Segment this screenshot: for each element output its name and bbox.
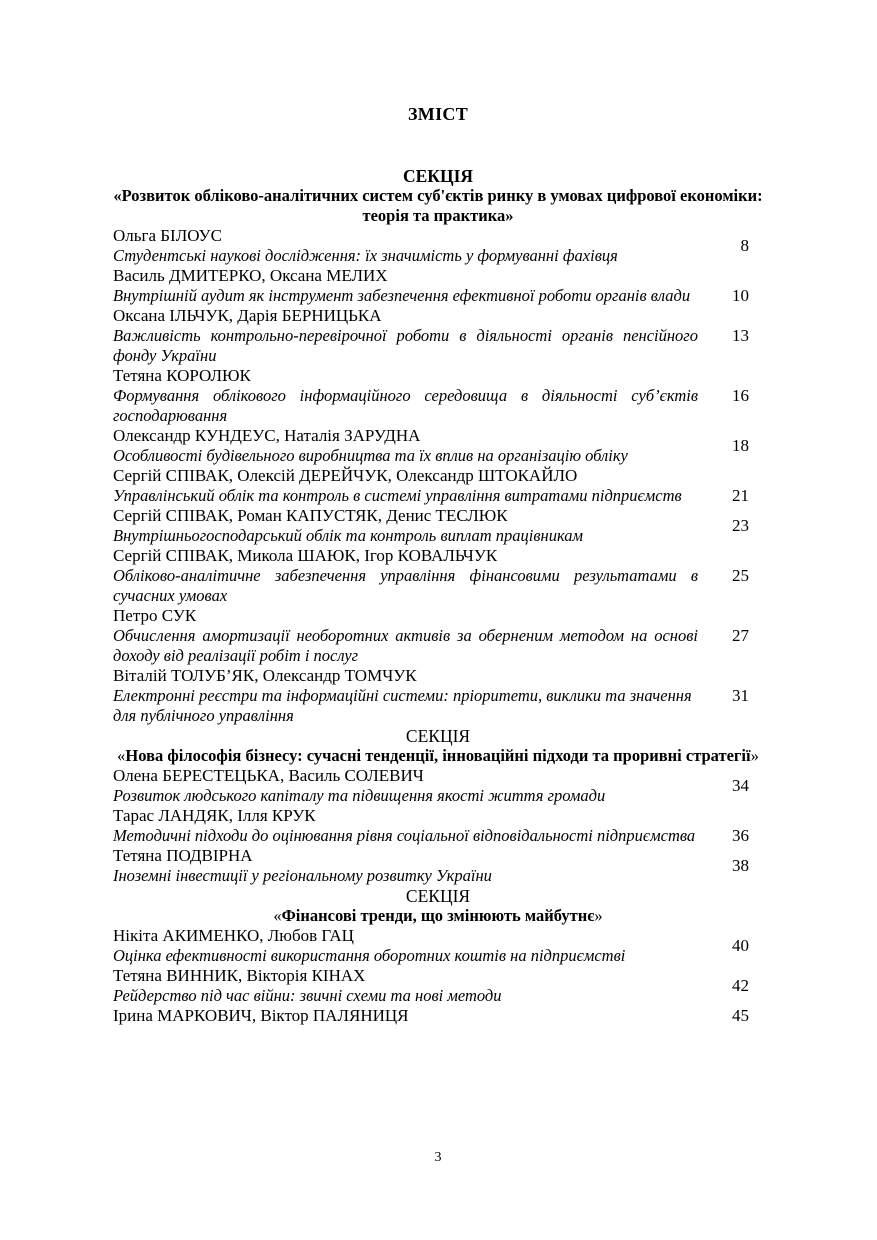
page-number: 3 [434,1150,442,1165]
entry-page: 45 [732,1006,749,1025]
entry-title: Внутрішній аудит як інструмент забезпечення ефективної роботи органів влади [113,286,691,305]
toc-entry[interactable] [113,806,763,846]
section-header [113,726,763,766]
section-label: СЕКЦІЯ [402,166,474,186]
section-name-text: Нова філософія бізнесу: сучасні тенденції, інноваційні підходи та проривні стратегії [125,746,751,765]
entry-title: Іноземні інвестиції у регіональному розвитку України [113,866,492,885]
entry-authors: Оксана ІЛЬЧУК, Дарія БЕРНИЦЬКА [113,306,382,325]
entry-page: 38 [732,856,749,875]
entry-authors: Василь ДМИТЕРКО, Оксана МЕЛИХ [113,266,388,285]
entry-title: Рейдерство під час війни: звичні схеми та нові методи [113,986,502,1005]
toc-entry[interactable] [113,766,763,806]
section-name [113,746,763,766]
toc-entry[interactable] [113,266,763,306]
quote-open: « [113,186,122,205]
toc-entry[interactable] [113,846,763,886]
entry-page: 10 [732,286,749,305]
entry-authors: Сергій СПІВАК, Роман КАПУСТЯК, Денис ТЕСЛЮК [113,506,508,525]
entry-title: Внутрішньогосподарський облік та контроль виплат працівникам [113,526,584,545]
entry-authors: Петро СУК [113,606,197,625]
entry-title: Студентські наукові дослідження: їх значимість у формуванні фахівця [113,246,618,265]
toc-entry[interactable] [113,306,763,366]
quote-open: « [273,906,282,925]
toc-entry[interactable] [113,466,763,506]
section-name [113,906,763,926]
entry-title: Обчислення амортизації необоротних активів за оберненим методом на основі доходу від реалізації робіт і послуг [113,626,698,665]
toc-entry[interactable] [113,966,763,1006]
toc-entry[interactable] [113,426,763,466]
entry-title: Оцінка ефективності використання оборотних коштів на підприємстві [113,946,626,965]
entry-page: 34 [732,776,749,795]
entry-authors: Тетяна ВИННИК, Вікторія КІНАХ [113,966,366,985]
entry-page: 8 [740,236,749,255]
toc-entry[interactable] [113,666,763,726]
entry-page: 36 [732,826,749,845]
section-label: СЕКЦІЯ [405,886,471,906]
section-header [113,886,763,926]
entry-page: 21 [732,486,749,505]
entry-title: Особливості будівельного виробництва та їх вплив на організацію обліку [113,446,628,465]
entry-authors: Тетяна ПОДВІРНА [113,846,253,865]
entry-title: Електронні реєстри та інформаційні системи: пріоритети, виклики та значення для публічного управління [113,686,692,725]
section-header [113,166,763,226]
toc-title: ЗМІСТ [408,104,468,124]
quote-close: » [750,746,759,765]
entry-authors: Сергій СПІВАК, Микола ШАЮК, Ігор КОВАЛЬЧУК [113,546,498,565]
entry-authors: Тарас ЛАНДЯК, Ілля КРУК [113,806,316,825]
entry-page: 42 [732,976,749,995]
toc-entry[interactable] [113,226,763,266]
quote-close: » [505,206,514,225]
entry-authors: Тетяна КОРОЛЮК [113,366,251,385]
entry-page: 16 [732,386,749,405]
entry-page: 23 [732,516,749,535]
toc-entry[interactable] [113,606,763,666]
quote-open: « [117,746,126,765]
entry-title: Управлінський облік та контроль в системі управління витратами підприємств [113,486,682,505]
toc-entry[interactable] [113,366,763,426]
entry-authors: Ольга БІЛОУС [113,226,222,245]
entry-authors: Віталій ТОЛУБ’ЯК, Олександр ТОМЧУК [113,666,417,685]
entry-page: 31 [732,686,749,705]
entry-authors: Нікіта АКИМЕНКО, Любов ГАЦ [113,926,354,945]
entry-authors: Ірина МАРКОВИЧ, Віктор ПАЛЯНИЦЯ [113,1006,409,1025]
section-name-text: Фінансові тренди, що змінюють майбутнє [281,906,595,925]
entry-title: Розвиток людського капіталу та підвищення якості життя громади [113,786,606,805]
entry-page: 25 [732,566,749,585]
entry-authors: Олена БЕРЕСТЕЦЬКА, Василь СОЛЕВИЧ [113,766,424,785]
entry-page: 27 [732,626,749,645]
section-label: СЕКЦІЯ [405,726,471,746]
entry-title: Формування облікового інформаційного середовища в діяльності суб’єктів господарювання [113,386,698,425]
toc-entry[interactable] [113,506,763,546]
toc-content [113,166,763,1026]
entry-page: 40 [732,936,749,955]
entry-title: Важливість контрольно-перевірочної роботи в діяльності органів пенсійного фонду України [113,326,698,365]
section-name-text: Розвиток обліково-аналітичних систем суб'єктів ринку в умовах цифрової економіки: теорія та практика [121,186,763,225]
entry-title: Методичні підходи до оцінювання рівня соціальної відповідальності підприємства [113,826,696,845]
entry-title: Обліково-аналітичне забезпечення управління фінансовими результатами в сучасних умовах [113,566,698,605]
entry-authors: Олександр КУНДЕУС, Наталія ЗАРУДНА [113,426,421,445]
entry-page: 18 [732,436,749,455]
entry-authors: Сергій СПІВАК, Олексій ДЕРЕЙЧУК, Олександр ШТОКАЙЛО [113,466,578,485]
section-name [113,186,763,226]
toc-entry[interactable] [113,1006,763,1026]
quote-close: » [594,906,603,925]
toc-entry[interactable] [113,926,763,966]
entry-page: 13 [732,326,749,345]
toc-entry[interactable] [113,546,763,606]
